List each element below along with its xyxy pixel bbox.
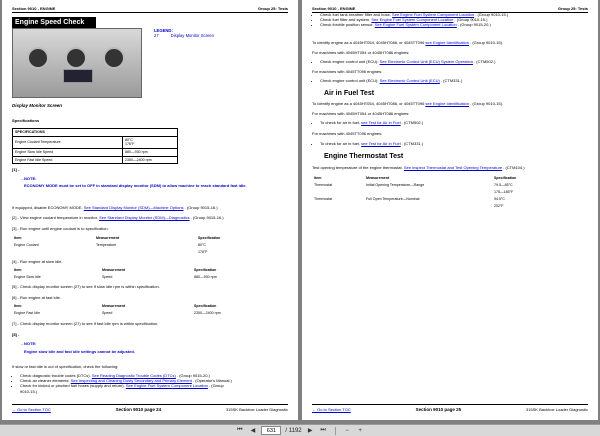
table-header-row [314,176,516,181]
cell: 94.5°C [494,197,506,201]
col-header: Specification [494,176,517,180]
cell: Engine Coolant [14,243,39,247]
col-header: Measurement [102,304,126,308]
text: Check engine control unit (ECU): [320,78,380,83]
table-header-row [14,304,216,309]
gauge-icon [27,47,49,69]
step-5: [5] - Check display monitor screen (27) to see if slow idle rpm is within specification. [12,284,160,289]
check-list [312,59,592,64]
table-row [14,243,206,248]
identify-line [312,101,592,106]
link-ecu-operation[interactable]: See Electronic Control Unit (ECU) System Operation [379,59,473,64]
list-item [320,120,592,125]
page-total: / 1192 [285,427,302,434]
table-row [494,190,513,195]
table-row [14,275,217,280]
text: Check fuel filter and system. [320,17,372,23]
check-list [12,373,292,394]
legend [154,28,214,39]
cell: 880—930 rpm [194,275,217,279]
text: To check for air in fuel, [320,120,362,125]
page-header [12,6,288,13]
text: . (CTM331.) [400,141,424,146]
text: . (Group 9015-20.) [175,373,210,378]
cell: 80°C [198,243,207,247]
cell: Temperature [96,243,117,247]
gauge-icon [103,47,125,69]
table-row [14,311,221,316]
machines-line: For machines with 4045HT054 or 4045HT086 engines: [312,50,410,55]
step-8: [8] - [12,332,20,337]
text: Check air cleaner elements. [20,378,71,384]
text: To identify engine as a 4045HT054, 4045HT086, or 4045TT096 [312,101,426,106]
next-page-icon[interactable]: ▶ [307,428,313,434]
text: . (Group 9015-16.) [189,215,224,220]
col-header: Measurement [96,236,120,240]
col-header: Item [14,268,22,272]
page-footer [12,404,288,413]
step-2 [12,215,292,220]
page-left [2,0,298,420]
col-header: Specification [198,236,221,240]
col-header: Specification [194,304,217,308]
cell: Initial Opening Temperature—Range [366,183,425,187]
text: . (Group 9015-20.) [456,22,491,28]
link-engine-identification[interactable]: see Engine Identification [425,101,470,106]
text: . (Group 9010-15). [469,40,504,45]
last-page-icon[interactable]: ⏭ [320,427,326,433]
machines-line: For machines with 4045TT096 engines: [312,69,383,74]
text: . (Group 9010-15.) [474,12,509,17]
step-6: [6] - Run engine at fast idle. [12,295,61,300]
note-text: Engine slow idle and fast idle settings cannot be adjusted. [24,349,135,354]
check-list [312,12,592,28]
image-caption: Display Monitor Screen [12,103,63,108]
link-ecu[interactable]: See Electronic Control Unit (ECU) [379,78,440,83]
page-right [302,0,598,420]
spec-name: Engine Fast Idle Speed [13,156,123,164]
list-item [320,59,592,64]
link-air-in-fuel[interactable]: see Test for Air in Fuel [361,141,401,146]
zoom-in-icon[interactable]: + [358,427,362,434]
link-air-in-fuel[interactable]: see Test for Air in Fuel [361,120,401,125]
link-fuel-system[interactable]: See Engine Fuel System Component Location [374,22,457,28]
step-3: [3] - Run engine until engine coolant is to specification. [12,226,109,231]
link-inspecting-element[interactable]: See Inspecting and Cleaning Dusty Secondary and Primary Element [70,378,192,384]
link-fuel-system[interactable]: See Engine Fuel System Component Location [125,383,208,389]
col-header: Measurement [102,268,126,272]
text: . (CTM331.) [439,78,463,83]
toolbar-divider [335,427,336,435]
legend-number: 27 [154,33,159,39]
page-number: Section 9010 page 25 [415,407,462,412]
manual-title: 315SK Backhoe Loader Diagnostic [225,407,288,412]
link-inspect-thermostat[interactable]: See Inspect Thermostat and Test Opening Temperature [403,165,503,170]
list-item-continued [20,389,292,394]
cell: 2350—2400 rpm [194,311,221,315]
note-label: →NOTE: [20,341,37,346]
zoom-out-icon[interactable]: − [345,427,349,434]
link-sdm-diagnostics[interactable]: See Standard Display Monitor (SDM)—Diagnostics [99,215,190,220]
previous-page-icon[interactable]: ◀ [250,428,256,434]
cell: Thermostat [314,183,333,187]
list-item [320,22,592,27]
col-header: Measurement [366,176,390,180]
go-to-toc-link[interactable]: ← Go to Section TOC [312,407,351,412]
cell: Speed [102,275,113,279]
first-page-icon[interactable]: ⏮ [237,427,243,433]
section-heading: Engine Thermostat Test [324,153,404,160]
display-monitor-image [12,28,142,98]
text: If equipped, disable ECONOMY MODE. [12,205,84,210]
text: . (Group 9010-15). [469,101,504,106]
legend-text: Display Monitor Screen [170,33,214,39]
spec-value: 80°C 176°F [123,136,178,148]
machines-line: For machines with 4045TT096 engines: [312,131,383,136]
link-fuel-system[interactable]: See Engine Fuel System Component Location [371,17,454,23]
spec-table-header: SPECIFICATIONS [13,129,178,137]
spec-value: 880—930 rpm [123,149,178,157]
link-reading-dtcs[interactable]: See Reading Diagnostic Trouble Codes (DTCs) [91,373,176,378]
cell: Speed [102,311,113,315]
note-text: ECONOMY MODE must be set to OFF in standard display monitor (SDM) to allow machine to reach standard fast idle. [24,183,247,188]
page-number: Section 9010 page 24 [115,407,162,412]
equip-line [12,205,292,210]
text: [2] - View engine coolant temperature in monitor. [12,215,100,220]
header-section: Section 9010 - ENGINE [312,6,356,11]
if-slow-text: If slow or fast idle is out of specification, check the following: [12,364,119,369]
list-item [320,141,592,146]
text: . (CTM502.) [400,120,424,125]
text: 9010-15.) [20,388,38,394]
pdf-toolbar [0,424,600,436]
cell: 175—185°F [494,190,514,194]
table-row [198,250,208,255]
cell: 202°F [494,204,504,208]
text: . (Group 9010-15.) [453,17,488,23]
note-label: →NOTE: [20,176,37,181]
page-number-input[interactable] [261,426,281,435]
text: To check for air in fuel, [320,141,362,146]
text: Check engine control unit (ECU): [320,59,380,64]
spec-name: Engine Slow Idle Speed [13,149,123,157]
text: . (CTM502.) [472,59,496,64]
step-7: [7] - Check display monitor screen (27) to see if fast idle rpm is within specification. [12,321,159,326]
text: . (Operator's Manual.) [191,378,232,384]
cell: 79.5—85°C [494,183,513,187]
machines-line: For machines with 4045HT054 or 4045HT086 engines: [312,111,410,116]
legend-label: LEGEND: [154,28,173,33]
page-title: Engine Speed Check [12,17,96,28]
spec-heading: Specifications [12,118,40,123]
check-list [312,141,592,146]
table-header-row [14,236,220,241]
step-4: [4] - Run engine at slow idle. [12,259,63,264]
text: Check diagnostic trouble codes (DTCs). [20,373,92,378]
cell: 176°F [198,250,208,254]
text: . (Group 9015-16.) [183,205,218,210]
text: Check throttle position sensor. [320,22,375,28]
link-sdm-machine-options[interactable]: See Standard Display Monitor (SDM)—Machine Options [83,205,184,210]
gauge-icon [65,47,87,69]
check-list [312,78,592,83]
spec-table [12,128,178,164]
page-footer [312,404,588,413]
table-header-row [14,268,216,273]
manual-title: 315SK Backhoe Loader Diagnostic [525,407,588,412]
go-to-toc-link[interactable]: ← Go to Section TOC [12,407,51,412]
header-section: Section 9010 - ENGINE [12,6,56,11]
list-item [320,78,592,83]
header-group: Group 25: Tests [557,6,588,11]
text: To identify engine as a 4045HT054, 4045HT086, or 4045TT096 [312,40,426,45]
text: Check for kinked or pinched fuel hoses (supply and return). [20,383,126,389]
spec-value: 2350—2400 rpm [123,156,178,164]
monitor-screen-icon [63,69,93,83]
link-engine-identification[interactable]: see Engine Identification [425,40,470,45]
col-header: Item [14,304,22,308]
cell: Engine Fast Idle [14,311,40,315]
step-1: [1] - [12,167,20,172]
table-row [494,204,504,209]
text: . (CTM104.) [502,165,525,170]
table-row [314,183,513,188]
cell: Thermostat [314,197,333,201]
table-row [314,197,505,202]
identify-line [312,40,592,45]
col-header: Item [314,176,322,180]
cell: Full Open Temperature—Nominal [366,197,420,201]
col-header: Specification [194,268,217,272]
header-group: Group 25: Tests [257,6,288,11]
text: Test opening temperature of the engine thermostat. [312,165,404,170]
cell: Engine Slow Idle [14,275,41,279]
col-header: Item [14,236,22,240]
check-list [312,120,592,125]
section-heading: Air in Fuel Test [324,90,375,97]
spec-name: Engine Coolant Temperature [13,136,123,148]
link-fuel-system[interactable]: See Engine Fuel System Component Location [392,12,475,17]
thermostat-line [312,165,592,170]
text: Check fuel tank breather filter and hose. [320,12,393,17]
text: . (Group [207,383,224,389]
